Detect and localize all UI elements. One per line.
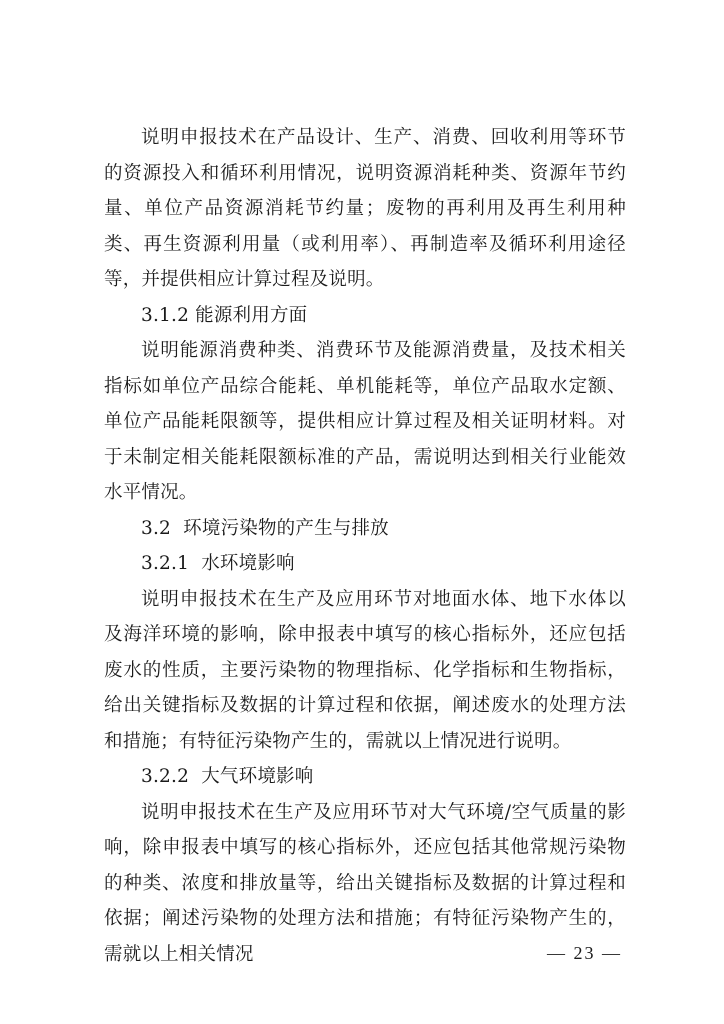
heading-3-2-2: 3.2.2 大气环境影响 <box>141 766 314 787</box>
paragraph-water-environment: 说明申报技术在生产及应用环节对地面水体、地下水体以及海洋环境的影响，除申报表中填写的核心指标外，还应包括废水的性质，主要污染物的物理指标、化学指标和生物指标，给出关键指标及数据的计算过程和依据，阐述废水的处理方法和措施；有特征污染物产生的，需就以上情况进行说明。 <box>104 588 626 752</box>
heading-3-2: 3.2 环境污染物的产生与排放 <box>141 517 389 539</box>
heading-3-1-2: 3.1.2 能源利用方面 <box>141 304 308 326</box>
page-number: — 23 — <box>547 943 622 963</box>
paragraph-resource-utilization: 说明申报技术在产品设计、生产、消费、回收利用等环节的资源投入和循环利用情况，说明资源消耗种类、资源年节约量、单位产品资源消耗节约量；废物的再利用及再生利用种类、再生资源利用量（或利用率）、再制造率及循环利用途径等，并提供相应计算过程及说明。 <box>104 127 626 290</box>
body-text <box>104 120 626 972</box>
paragraph-energy-utilization: 说明能源消费种类、消费环节及能源消费量，及技术相关指标如单位产品综合能耗、单机能耗等，单位产品取水定额、单位产品能耗限额等，提供相应计算过程及相关证明材料。对于未制定相关能耗限额标准的产品，需说明达到相关行业能效水平情况。 <box>104 340 626 503</box>
heading-3-2-1: 3.2.1 水环境影响 <box>141 553 295 574</box>
paragraph-air-environment: 说明申报技术在生产及应用环节对大气环境/空气质量的影响，除申报表中填写的核心指标外，还应包括其他常规污染物的种类、浓度和排放量等，给出关键指标及数据的计算过程和依据；阐述污染物的处理方法和措施；有特征污染物产生的，需就以上相关情况 <box>104 801 626 965</box>
